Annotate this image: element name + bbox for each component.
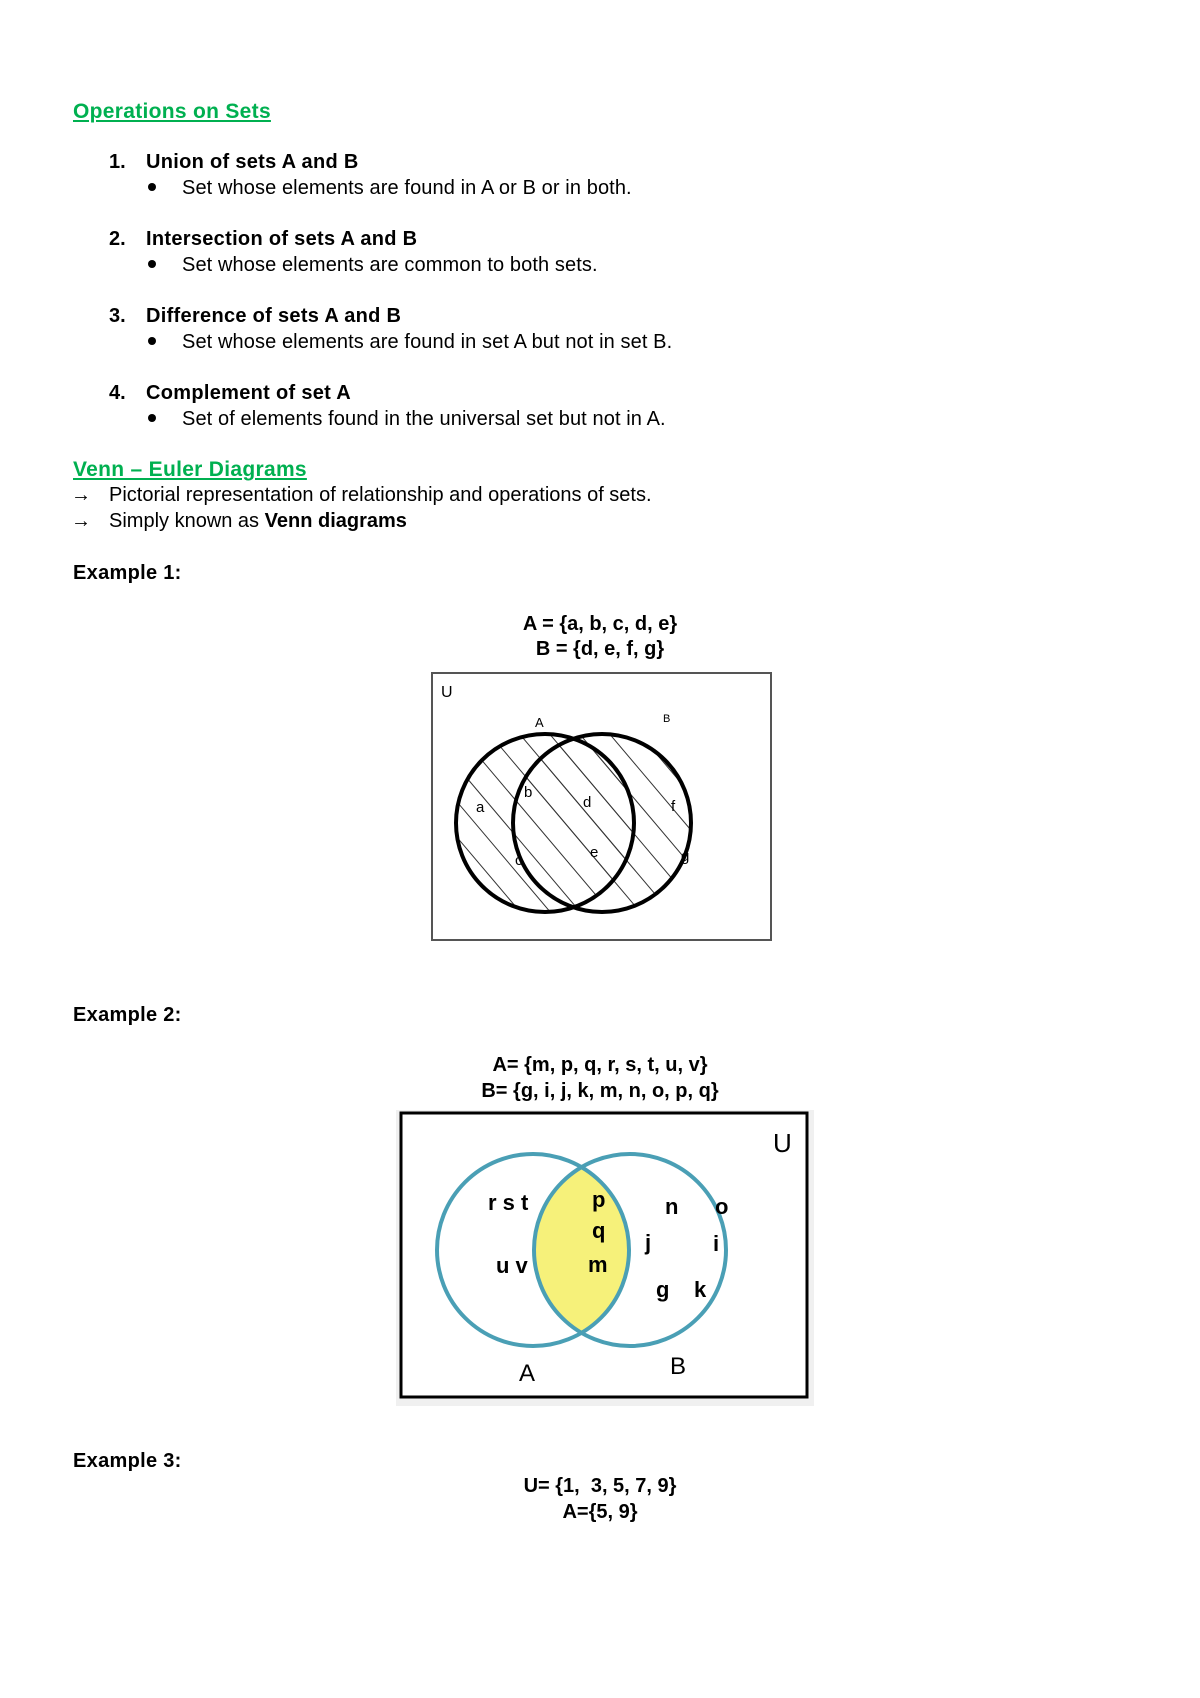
element: f xyxy=(671,798,676,815)
example-2-venn-diagram xyxy=(395,1110,815,1406)
element: d xyxy=(583,794,592,811)
operation-title: Intersection of sets A and B xyxy=(146,228,418,250)
operation-title: Difference of sets A and B xyxy=(146,305,402,327)
bullet-icon xyxy=(148,414,156,422)
element: g xyxy=(656,1277,670,1302)
venn-point: Pictorial representation of relationship and operations of sets. xyxy=(109,484,652,506)
example-1-set-a: A = {a, b, c, d, e} xyxy=(522,613,678,635)
operation-number: 4. xyxy=(109,382,126,404)
element: j xyxy=(645,1230,652,1255)
bullet-icon xyxy=(148,183,156,191)
element: k xyxy=(694,1277,707,1302)
operation-title: Complement of set A xyxy=(146,382,351,404)
operation-number: 1. xyxy=(109,151,126,173)
operation-description: Set of elements found in the universal set but not in A. xyxy=(182,408,666,430)
example-3-set-a: A={5, 9} xyxy=(562,1501,638,1523)
label-b: B xyxy=(670,1353,687,1380)
only-a-row-1: r s t xyxy=(488,1190,529,1215)
element: c xyxy=(515,852,523,869)
operation-description: Set whose elements are common to both sets. xyxy=(182,254,598,276)
element: m xyxy=(588,1252,608,1277)
operation-number: 2. xyxy=(109,228,126,250)
example-3-label: Example 3: xyxy=(73,1450,182,1472)
example-1-venn-diagram xyxy=(431,672,773,942)
element: p xyxy=(592,1187,606,1212)
element: e xyxy=(590,844,599,861)
element: b xyxy=(524,784,533,801)
element: a xyxy=(476,799,485,816)
example-1-label: Example 1: xyxy=(73,562,182,584)
element: o xyxy=(715,1194,729,1219)
example-1-set-b: B = {d, e, f, g} xyxy=(535,638,665,660)
example-2-set-a: A= {m, p, q, r, s, t, u, v} xyxy=(492,1054,708,1076)
only-a-row-2: u v xyxy=(496,1253,528,1278)
element: n xyxy=(665,1194,679,1219)
operation-description: Set whose elements are found in set A but not in set B. xyxy=(182,331,673,353)
universe-label: U xyxy=(773,1128,792,1158)
example-3-set-u: U= {1, 3, 5, 7, 9} xyxy=(523,1475,677,1497)
operation-description: Set whose elements are found in A or B or in both. xyxy=(182,177,632,199)
element: i xyxy=(713,1231,720,1256)
label-b: B xyxy=(663,713,671,725)
venn-point: Simply known as Venn diagrams xyxy=(109,510,407,532)
label-a: A xyxy=(535,715,544,730)
arrow-icon: → xyxy=(71,484,91,506)
element: q xyxy=(592,1218,606,1243)
label-a: A xyxy=(519,1360,536,1387)
element: g xyxy=(681,848,690,865)
operations-heading: Operations on Sets xyxy=(73,100,271,123)
bullet-icon xyxy=(148,337,156,345)
example-2-set-b: B= {g, i, j, k, m, n, o, p, q} xyxy=(481,1080,719,1102)
operation-number: 3. xyxy=(109,305,126,327)
universe-label: U xyxy=(441,684,453,701)
bullet-icon xyxy=(148,260,156,268)
arrow-icon: → xyxy=(71,510,91,532)
operation-title: Union of sets A and B xyxy=(146,151,359,173)
example-2-label: Example 2: xyxy=(73,1004,182,1026)
venn-heading: Venn – Euler Diagrams xyxy=(73,458,307,481)
